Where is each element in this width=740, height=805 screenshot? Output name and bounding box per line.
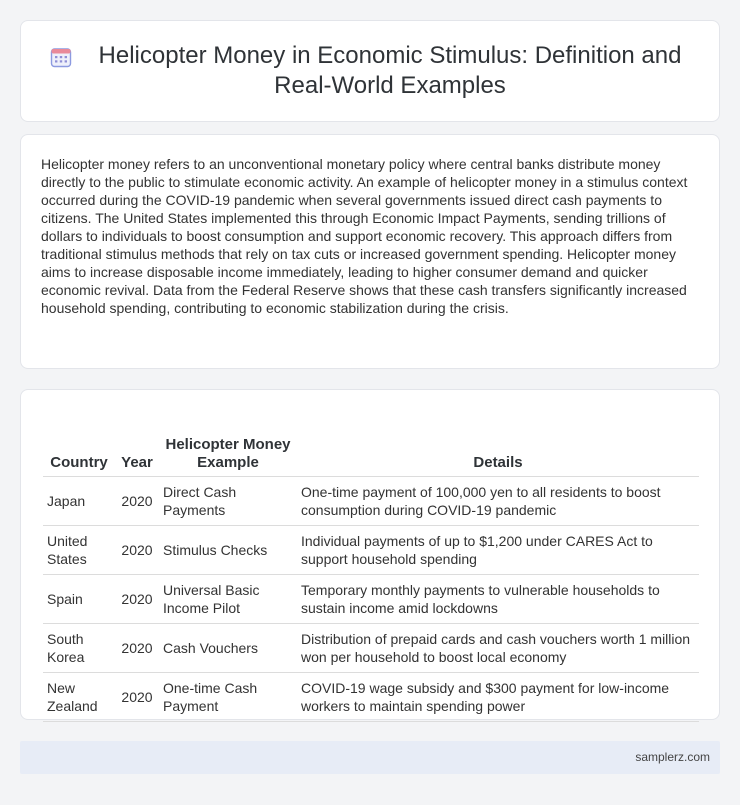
cell-year: 2020 (115, 574, 159, 623)
cell-example: One-time Cash Payment (159, 672, 297, 721)
title-wrap (50, 41, 690, 101)
cell-example: Stimulus Checks (159, 525, 297, 574)
table-card (20, 389, 720, 720)
intro-paragraph: Helicopter money refers to an unconventional monetary policy where central banks distribute money directly to the public to stimulate economic activity. An example of helicopter money in a stimulus context occurred during the COVID-19 pandemic when several governments issued direct cash payments to citizens. The United States implemented this through Economic Impact Payments, sending trillions of dollars to individuals to boost consumption and support economic recovery. This approach differs from traditional stimulus methods that rely on tax cuts or increased government spending. Helicopter money aims to increase disposable income immediately, leading to higher consumer demand and quicker economic revival. Data from the Federal Reserve shows that these cash transfers significantly increased household spending, contributing to economic stabilization during the crisis. (41, 156, 688, 316)
cell-year: 2020 (115, 623, 159, 672)
cell-year: 2020 (115, 525, 159, 574)
cell-details: Temporary monthly payments to vulnerable households to sustain income amid lockdowns (297, 574, 699, 623)
examples-table (43, 412, 699, 722)
cell-details: COVID-19 wage subsidy and $300 payment for low-income workers to maintain spending power (297, 672, 699, 721)
cell-country: United States (43, 525, 115, 574)
cell-example: Cash Vouchers (159, 623, 297, 672)
header-year: Year (115, 412, 159, 476)
calendar-grid-icon (50, 46, 72, 68)
header-country: Country (43, 412, 115, 476)
cell-example: Universal Basic Income Pilot (159, 574, 297, 623)
cell-details: One-time payment of 100,000 yen to all residents to boost consumption during COVID-19 pandemic (297, 476, 699, 525)
footer-site-link[interactable]: samplerz.com (635, 750, 710, 764)
footer-bar (20, 741, 720, 774)
cell-details: Distribution of prepaid cards and cash vouchers worth 1 million won per household to boost local economy (297, 623, 699, 672)
table-row (43, 525, 699, 574)
table-row (43, 476, 699, 525)
cell-details: Individual payments of up to $1,200 under CARES Act to support household spending (297, 525, 699, 574)
cell-country: South Korea (43, 623, 115, 672)
page-title: Helicopter Money in Economic Stimulus: Definition and Real-World Examples (98, 42, 682, 99)
title-card (20, 20, 720, 122)
cell-country: Spain (43, 574, 115, 623)
intro-card (20, 134, 720, 369)
cell-country: New Zealand (43, 672, 115, 721)
header-example: Helicopter Money Example (159, 412, 297, 476)
table-row (43, 623, 699, 672)
table-row (43, 574, 699, 623)
header-details: Details (297, 412, 699, 476)
cell-year: 2020 (115, 672, 159, 721)
cell-year: 2020 (115, 476, 159, 525)
cell-example: Direct Cash Payments (159, 476, 297, 525)
cell-country: Japan (43, 476, 115, 525)
table-header-row (43, 412, 699, 476)
table-row (43, 672, 699, 721)
